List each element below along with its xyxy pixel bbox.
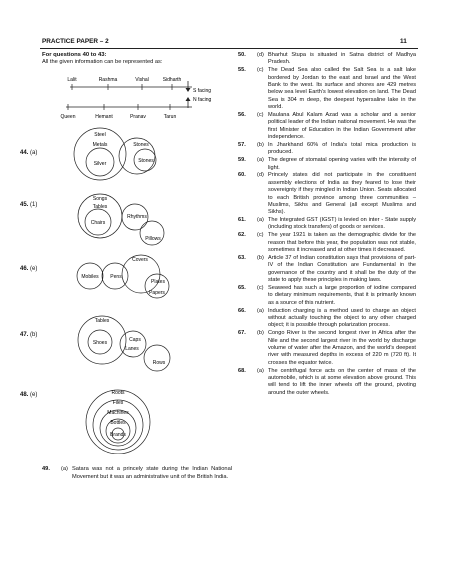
- set-label: Rhythms: [127, 214, 147, 221]
- answer-number: 65.: [238, 285, 246, 291]
- answer-item: [238, 232, 416, 254]
- question-44: [20, 124, 232, 186]
- arrow-down-icon: [186, 81, 191, 92]
- answer-number: 59.: [238, 157, 246, 164]
- question-number: 48.: [20, 392, 29, 399]
- answer-number: 56.: [238, 111, 246, 118]
- set-label: Caps: [129, 337, 141, 344]
- answer-number: 57.: [238, 141, 246, 148]
- set-label: Metals: [92, 142, 108, 149]
- answer-item: [238, 285, 416, 307]
- question-48: [20, 388, 232, 454]
- answer-item: [238, 67, 416, 111]
- answer-text: The Dead Sea also called the Salt Sea is a salt lake bordered by Jordan to the east and Israel and the West Bank to the west. Its surface and shores are 429 metres below sea level Earth's lowest elevation on land. The Dead Sea is 304 m deep, the deepest hypersaline lake in the world.: [268, 67, 416, 110]
- answer-item: [238, 330, 416, 367]
- answer-option: (a): [257, 307, 264, 314]
- answer-option: (a): [257, 217, 264, 224]
- answer-option: (c): [257, 67, 264, 74]
- top-person: Sidharth: [162, 77, 182, 84]
- question-number: 46.: [20, 266, 29, 273]
- set-label: Silver: [93, 161, 107, 168]
- set-label: Shoes: [92, 340, 108, 347]
- top-person: Vishal: [135, 77, 149, 84]
- set-label: Rows: [152, 360, 166, 367]
- answer-item: [238, 368, 416, 397]
- set-label: Papers: [149, 290, 165, 297]
- answer-option: (a): [257, 367, 264, 374]
- bottom-person: Tarun: [163, 114, 177, 121]
- answer-text: In Jharkhand 60% of India's total mica production is produced.: [268, 141, 416, 156]
- set-label: Mobiles: [81, 274, 99, 281]
- bottom-person: Queen: [60, 114, 76, 121]
- answer-text: Princely states did not participate in the constituent assembly elections of India as they feared to lose their sovereignty if they mingled in Indian Union. Seats allocated to each British province among three communities – Muslims, Sikhs and General (all except Muslims and Sikhs).: [268, 172, 416, 216]
- top-person: Lalit: [67, 77, 77, 84]
- top-row: [67, 77, 211, 94]
- top-person: Rashma: [98, 77, 118, 84]
- answer-number: 66.: [238, 307, 246, 314]
- answer-item: [238, 142, 416, 157]
- answer-option: (a): [257, 157, 264, 164]
- header-title: PRACTICE PAPER – 2: [42, 38, 109, 45]
- intro-subheading: All the given information can be represented as:: [42, 59, 163, 66]
- set-label: Brands: [110, 432, 126, 439]
- answer-option: (c): [257, 111, 264, 118]
- answer-text: Article 37 of Indian constitution says that provisions of part-IV of the Indian Constitution are Fundamental in the governance of the country and it shall be the duty of the state to apply these principles in making laws.: [268, 255, 416, 284]
- question-number: 47.: [20, 332, 29, 339]
- question-option: (e): [30, 266, 38, 273]
- answer-item: [238, 157, 416, 172]
- answers-column: [238, 52, 416, 398]
- set-label: Pillows: [145, 236, 161, 243]
- answer-number: 62.: [238, 232, 246, 239]
- answer-option: (b): [257, 141, 264, 148]
- set-label: Songs: [92, 196, 108, 203]
- venn-diagram-48: [42, 388, 232, 454]
- question-option: (b): [30, 332, 38, 339]
- bottom-facing: N facing: [193, 97, 212, 104]
- seating-diagram: [42, 66, 232, 124]
- answer-text: Bharhut Stupa is situated in Satna district of Madhya Pradesh.: [268, 52, 416, 66]
- answer-item: [238, 255, 416, 284]
- set-label: Covers: [132, 257, 148, 264]
- venn-diagram-47: [42, 314, 232, 376]
- set-label: Files: [112, 400, 124, 407]
- question-option: (1): [30, 202, 38, 209]
- set-label: Stones: [133, 142, 149, 149]
- question-option: (e): [30, 392, 38, 399]
- venn-diagram-46: [42, 252, 232, 308]
- set-label: Machines: [107, 410, 129, 417]
- answer-text: The degree of stomatal opening varies with the intensity of light.: [268, 157, 416, 171]
- set-label: Pens: [110, 274, 122, 281]
- answer-number: 50.: [238, 52, 246, 58]
- answer-text: Congo River is the second longest river in Africa after the Nile and the second largest river in the world by discharge volume of water after the Amazon, and the world's deepest river with measured depths in excess of 220 m (720 ft). It crosses the equator twice.: [268, 330, 416, 366]
- answer-text: Satara was not a princely state during the Indian National Movement but it was an administrative unit of the British India.: [72, 466, 232, 480]
- set-label: Tables: [92, 204, 108, 211]
- answer-item: [238, 52, 416, 67]
- answer-text: The centrifugal force acts on the center of mass of the automobile, which is at some elevation above ground. This will tend to lift the inner wheels off the ground, pivoting around the outer wheels.: [268, 367, 416, 396]
- answer-item: [238, 172, 416, 216]
- top-facing: S facing: [193, 88, 212, 95]
- answer-text: Induction charging is a method used to charge an object without actually touching the object to any other charged object; it is possible through polarization process.: [268, 307, 416, 329]
- answer-item: [238, 217, 416, 232]
- answer-49: [42, 466, 232, 480]
- answer-option: (c): [257, 285, 264, 291]
- answer-number: 49.: [42, 466, 50, 473]
- set-label: Bottles: [110, 420, 126, 427]
- answer-item: [238, 308, 416, 330]
- set-label: Lanes: [125, 346, 139, 353]
- answer-option: (c): [257, 232, 264, 239]
- answer-number: 61.: [238, 217, 246, 224]
- bottom-row: [60, 97, 211, 120]
- answer-option: (d): [257, 172, 264, 179]
- answer-number: 55.: [238, 67, 246, 74]
- answer-text: Seaweed has such a large proportion of iodine compared to dietary minimum requirements, that it is primarily known as a source of this nutrient.: [268, 285, 416, 306]
- answer-text: The Integrated GST (IGST) is levied on inter - State supply (including stock transfers) of goods or services.: [268, 217, 416, 231]
- bottom-person: Pranav: [130, 114, 146, 121]
- question-number: 45.: [20, 202, 29, 209]
- set-label: Chairs: [90, 220, 106, 227]
- answer-item: [238, 112, 416, 141]
- bottom-person: Hemant: [95, 114, 113, 121]
- answer-option: (d): [257, 52, 264, 58]
- answer-text: Maulana Abul Kalam Azad was a scholar and a senior political leader of the Indian national movement. He was the first Minister of Education in the Indian Government after independence.: [268, 111, 417, 140]
- set-label: Steel: [94, 132, 106, 139]
- answer-number: 68.: [238, 367, 246, 374]
- question-option: (a): [30, 150, 38, 157]
- left-column: [20, 52, 232, 481]
- answer-number: 60.: [238, 172, 246, 179]
- answer-option: (b): [257, 330, 264, 337]
- venn-diagram-44: [42, 124, 232, 186]
- set-label: Tables: [94, 318, 110, 325]
- arrow-up-icon: [186, 97, 191, 108]
- answer-number: 67.: [238, 330, 246, 337]
- intro-heading: For questions 40 to 43:: [42, 52, 107, 58]
- question-46: [20, 252, 232, 308]
- set-label: Stones: [138, 158, 154, 165]
- answer-option: (a): [61, 466, 68, 473]
- question-47: [20, 314, 232, 376]
- question-45: [20, 190, 232, 250]
- page-number: 11: [400, 38, 407, 45]
- answer-number: 63.: [238, 255, 246, 262]
- answer-option: (b): [257, 255, 264, 262]
- venn-diagram-45: [42, 190, 232, 250]
- answer-text: The year 1921 is taken as the demographic divide for the reason that before this year, the population was not stable, sometimes it increased and at other times it decreased.: [268, 232, 416, 254]
- set-label: Plates: [151, 279, 165, 286]
- set-label: Roots: [111, 390, 125, 397]
- header-rule: [40, 48, 418, 49]
- question-number: 44.: [20, 150, 29, 157]
